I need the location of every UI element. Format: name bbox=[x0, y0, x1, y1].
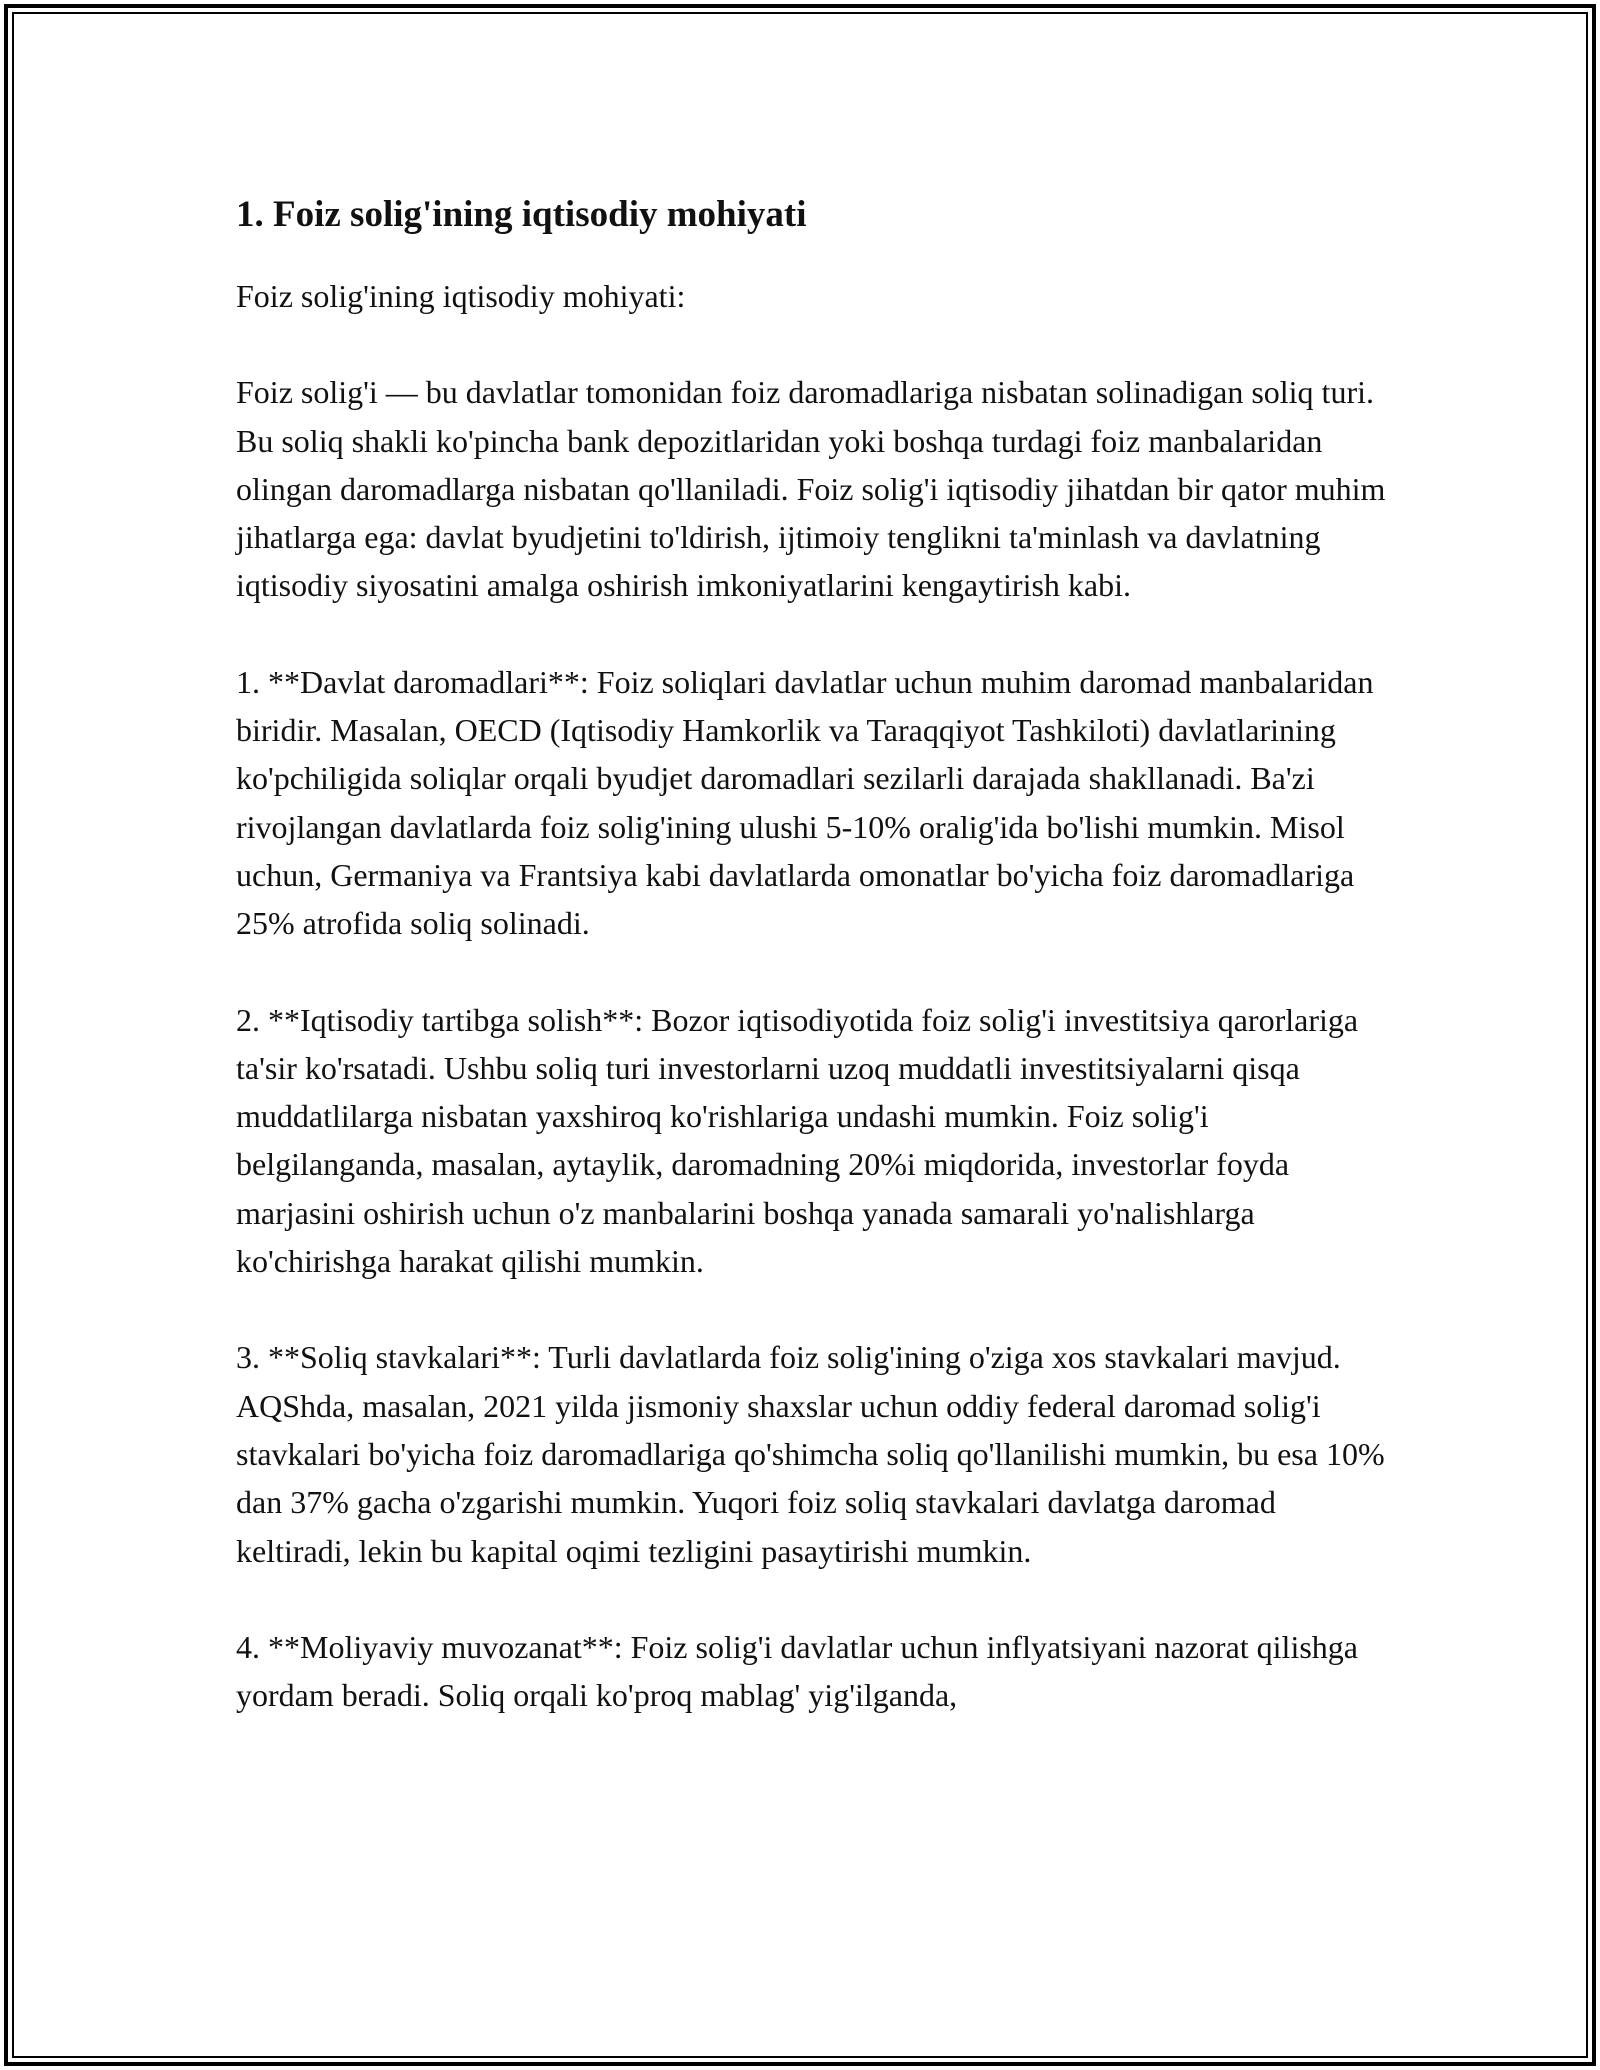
point-state-revenue: 1. **Davlat daromadlari**: Foiz soliqlari davlatlar uchun muhim daromad manbalaridan biridir. Masalan, OECD (Iqtisodiy Hamkorlik va Taraqqiyot Tashkiloti) davlatlarining ko'pchiligida soliqlar orqali byudjet daromadlari sezilarli darajada shakllanadi. Ba'zi rivojlangan davlatlarda foiz solig'ining ulushi 5-10% oralig'ida bo'lishi mumkin. Misol uchun, Germaniya va Frantsiya kabi davlatlarda omonatlar bo'yicha foiz daromadlariga 25% atrofida soliq solinadi. bbox=[236, 663, 1374, 942]
definition-paragraph: Foiz solig'i — bu davlatlar tomonidan foiz daromadlariga nisbatan solinadigan soliq turi. Bu soliq shakli ko'pincha bank depozitlaridan yoki boshqa turdagi foiz manbalaridan olingan daromadlarga nisbatan qo'llaniladi. Foiz solig'i iqtisodiy jihatdan bir qator muhim jihatlarga ega: davlat byudjetini to'ldirish, ijtimoiy tenglikni ta'minlash va davlatning iqtisodiy siyosatini amalga oshirish imkoniyatlarini kengaytirish kabi. bbox=[236, 374, 1386, 604]
point-economic-regulation: 2. **Iqtisodiy tartibga solish**: Bozor iqtisodiyotida foiz solig'i investitsiya qarorlariga ta'sir ko'rsatadi. Ushbu soliq turi investorlarni uzoq muddatli investitsiyalarni qisqa muddatlilarga nisbatan yaxshiroq ko'rishlariga undashi mumkin. Foiz solig'i belgilanganda, masalan, aytaylik, daromadning 20%i miqdorida, investorlar foyda marjasini oshirish uchun o'z manbalarini boshqa yanada samarali yo'nalishlarga ko'chirishga harakat qilishi mumkin. bbox=[236, 1001, 1359, 1280]
point-financial-balance: 4. **Moliyaviy muvozanat**: Foiz solig'i davlatlar uchun inflyatsiyani nazorat qilishga yordam beradi. Soliq orqali ko'proq mablag' yig'ilganda, bbox=[236, 1628, 1358, 1714]
section-heading: 1. Foiz solig'ining iqtisodiy mohiyati bbox=[236, 194, 807, 235]
point-tax-rates: 3. **Soliq stavkalari**: Turli davlatlarda foiz solig'ining o'ziga xos stavkalari mavjud. AQShda, masalan, 2021 yilda jismoniy shaxslar uchun oddiy federal daromad solig'i stavkalari bo'yicha foiz daromadlariga qo'shimcha soliq qo'llanilishi mumkin, bu esa 10% dan 37% gacha o'zgarishi mumkin. Yuqori foiz soliq stavkalari davlatga daromad keltiradi, lekin bu kapital oqimi tezligini pasaytirishi mumkin. bbox=[236, 1339, 1385, 1569]
intro-line: Foiz solig'ining iqtisodiy mohiyati: bbox=[236, 278, 686, 314]
document-body bbox=[236, 184, 1386, 1719]
